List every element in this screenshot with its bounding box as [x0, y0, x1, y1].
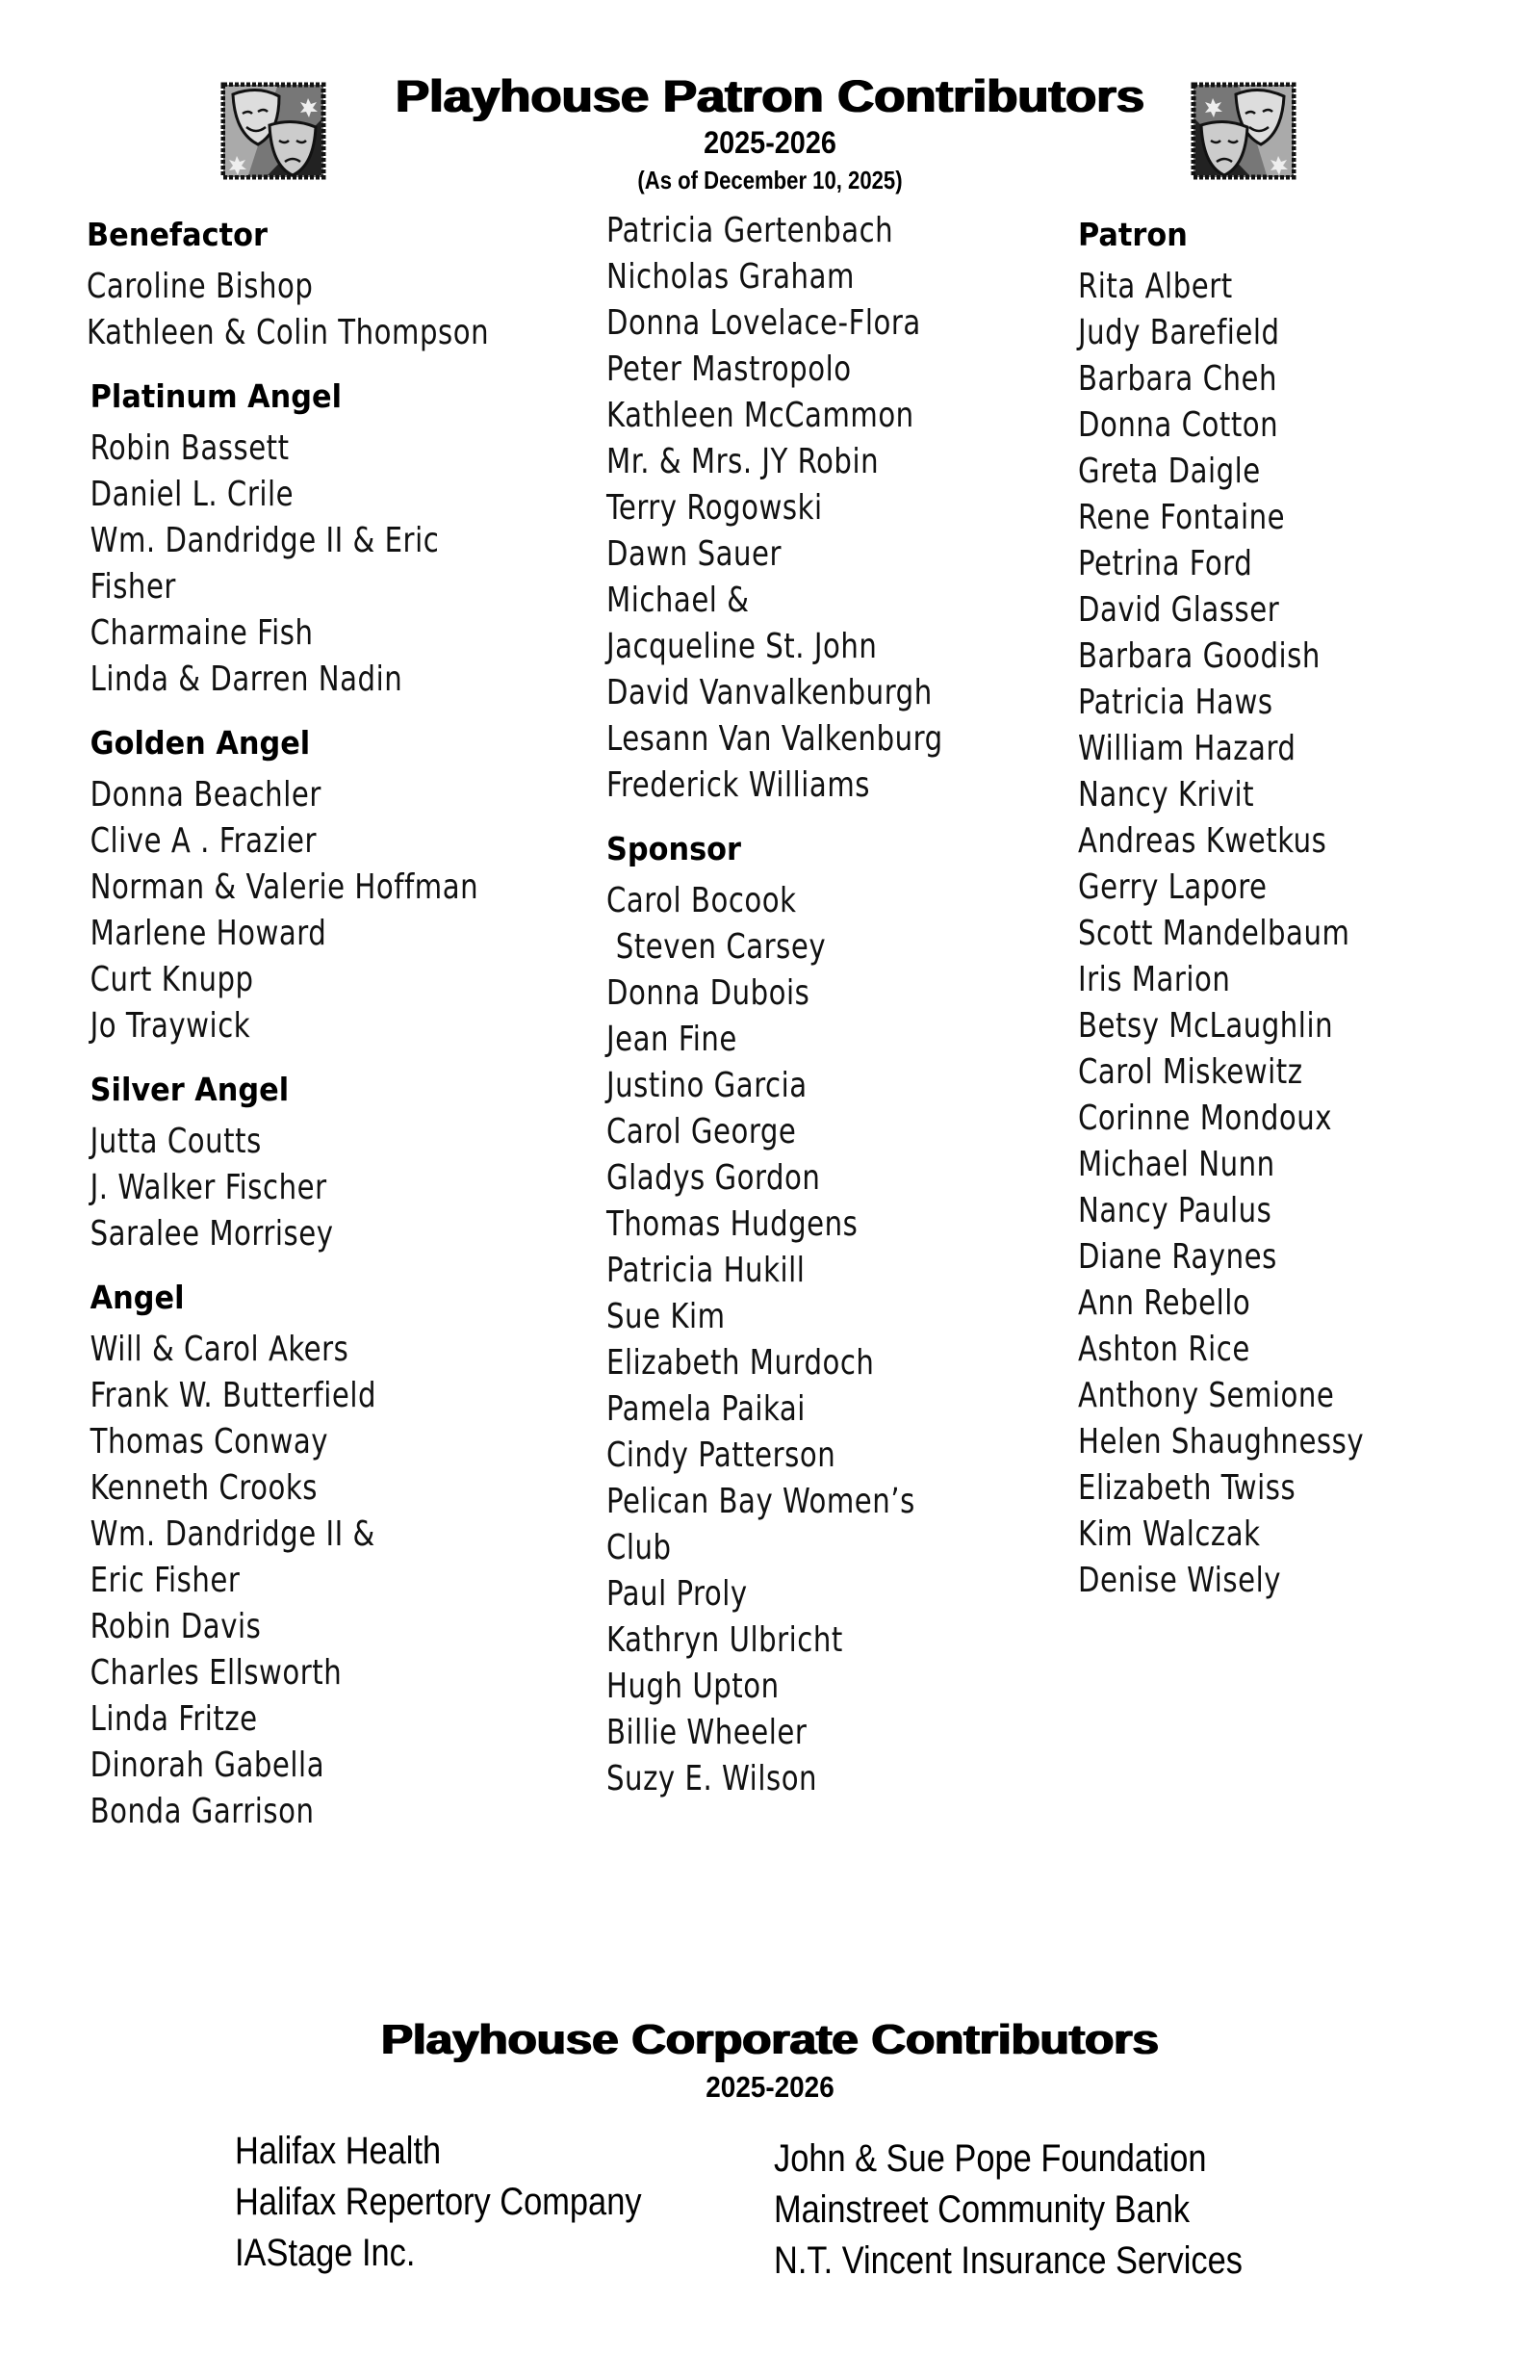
contributor-name: Betsy McLaughlin [1078, 1006, 1334, 1046]
contributor-name: Norman & Valerie Hoffman [90, 867, 479, 907]
corporate-column-left [235, 2126, 707, 2279]
contributor-name: Ann Rebello [1078, 1283, 1251, 1323]
contributor-name: Carol Bocook [606, 881, 797, 920]
contributor-name: Rita Albert [1078, 267, 1233, 306]
contributor-name: Caroline Bishop [87, 267, 314, 306]
corporate-season: 2025-2026 [706, 2070, 834, 2104]
contributor-name: Will & Carol Akers [90, 1330, 349, 1369]
contributor-name: Jacqueline St. John [606, 627, 878, 666]
contributor-name: Saralee Morrisey [90, 1214, 334, 1254]
contributor-name: Justino Garcia [606, 1066, 808, 1105]
tier-section [606, 828, 1049, 1802]
contributor-name: Patricia Gertenbach [606, 211, 894, 250]
contributor-name: William Hazard [1078, 729, 1296, 768]
contributor-name: Jutta Coutts [90, 1122, 262, 1161]
contributor-name: Petrina Ford [1078, 544, 1253, 583]
patron-season: 2025-2026 [704, 125, 836, 160]
contributor-name: Donna Dubois [606, 973, 810, 1013]
contributor-name: Jo Traywick [90, 1006, 251, 1046]
contributor-name: Billie Wheeler [606, 1713, 808, 1752]
contributor-name: Frank W. Butterfield [90, 1376, 377, 1415]
tier-heading: Platinum Angel [90, 377, 343, 415]
tier-heading: Golden Angel [90, 724, 311, 762]
tier-section [1078, 214, 1502, 1604]
contributor-name: Nicholas Graham [606, 257, 855, 297]
contributor-name: Greta Daigle [1078, 452, 1261, 491]
contributor-name: Patricia Haws [1078, 683, 1273, 722]
corporate-column-right [774, 2134, 1319, 2287]
corporate-contributor-name: IAStage Inc. [235, 2232, 416, 2274]
contributor-name: Robin Davis [90, 1607, 262, 1646]
corporate-contributor-name: John & Sue Pope Foundation [774, 2137, 1207, 2180]
contributor-name: Bonda Garrison [90, 1792, 315, 1831]
contributor-name: Helen Shaughnessy [1078, 1422, 1365, 1462]
contributor-name: Linda & Darren Nadin [90, 660, 403, 699]
patron-column-middle [606, 211, 1049, 1802]
corporate-contributor-name: N.T. Vincent Insurance Services [774, 2239, 1243, 2282]
tier-section [87, 375, 587, 703]
contributor-name: Curt Knupp [90, 960, 254, 999]
contributor-name: Cindy Patterson [606, 1436, 836, 1475]
contributor-name: Andreas Kwetkus [1078, 821, 1327, 861]
contributor-name: Kenneth Crooks [90, 1468, 319, 1508]
contributor-name: David Glasser [1078, 590, 1280, 630]
contributor-name: Corinne Mondoux [1078, 1099, 1333, 1138]
contributor-name: Kathryn Ulbricht [606, 1620, 843, 1660]
patron-contributors-title: Playhouse Patron Contributors [395, 70, 1144, 121]
contributor-name: Wm. Dandridge II & [90, 1514, 375, 1554]
contributor-name: Donna Lovelace-Flora [606, 303, 921, 343]
contributor-name: Nancy Paulus [1078, 1191, 1272, 1230]
contributor-name: Judy Barefield [1078, 313, 1280, 352]
contributor-name: Daniel L. Crile [90, 475, 295, 514]
contributor-name: Charles Ellsworth [90, 1653, 343, 1693]
contributor-name: Gladys Gordon [606, 1158, 821, 1198]
contributor-name: Thomas Conway [90, 1422, 329, 1462]
contributor-name: Barbara Cheh [1078, 359, 1278, 399]
contributor-name: Michael Nunn [1078, 1145, 1275, 1184]
contributor-name: Sue Kim [606, 1297, 726, 1336]
contributor-name: Pamela Paikai [606, 1389, 806, 1429]
contributor-name: Terry Rogowski [606, 488, 823, 528]
tier-heading: Sponsor [606, 830, 741, 867]
contributor-name: Rene Fontaine [1078, 498, 1286, 537]
contributor-name: Diane Raynes [1078, 1237, 1277, 1277]
contributor-name: Donna Cotton [1078, 405, 1279, 445]
contributor-name: Eric Fisher [90, 1561, 241, 1600]
tier-section [87, 1277, 587, 1835]
contributor-name: Jean Fine [606, 1020, 737, 1059]
contributor-name: Carol George [606, 1112, 797, 1151]
contributor-name: Clive A . Frazier [90, 821, 318, 861]
contributor-name: Thomas Hudgens [606, 1204, 859, 1244]
contributor-name: Mr. & Mrs. JY Robin [606, 442, 880, 481]
patron-column-left [87, 214, 587, 1835]
contributor-name: Elizabeth Murdoch [606, 1343, 875, 1383]
tier-section [606, 208, 1049, 809]
contributor-name: Wm. Dandridge II & Eric [90, 521, 440, 560]
corporate-contributor-name: Mainstreet Community Bank [774, 2188, 1191, 2231]
tier-section [87, 214, 587, 356]
contributor-name: Paul Proly [606, 1574, 748, 1614]
contributor-name: Kathleen & Colin Thompson [87, 313, 490, 352]
contributor-name: Kathleen McCammon [606, 396, 914, 435]
tier-section [87, 1069, 587, 1257]
contributor-name: Nancy Krivit [1078, 775, 1255, 815]
tier-heading: Patron [1078, 216, 1188, 253]
contributor-name: Marlene Howard [90, 914, 327, 953]
corporate-contributors-title: Playhouse Corporate Contributors [381, 2016, 1159, 2063]
contributor-name: Fisher [90, 567, 176, 607]
tier-heading: Silver Angel [90, 1071, 290, 1108]
contributor-name: Ashton Rice [1078, 1330, 1250, 1369]
contributor-name: Elizabeth Twiss [1078, 1468, 1296, 1508]
patron-column-right [1078, 214, 1502, 1604]
contributor-name: Robin Bassett [90, 428, 290, 468]
contributor-name: Steven Carsey [606, 927, 827, 967]
contributor-name: Patricia Hukill [606, 1251, 806, 1290]
contributor-name: Anthony Semione [1078, 1376, 1335, 1415]
contributor-name: Kim Walczak [1078, 1514, 1261, 1554]
contributor-name: Linda Fritze [90, 1699, 258, 1739]
contributor-name: Barbara Goodish [1078, 636, 1321, 676]
corporate-contributor-name: Halifax Health [235, 2130, 442, 2172]
contributor-name: David Vanvalkenburgh [606, 673, 933, 712]
tier-heading: Benefactor [87, 216, 268, 253]
contributor-name: Gerry Lapore [1078, 867, 1268, 907]
contributor-name: Donna Beachler [90, 775, 321, 815]
contributor-name: Hugh Upton [606, 1667, 780, 1706]
as-of-date: (As of December 10, 2025) [637, 166, 903, 194]
corporate-contributor-name: Halifax Repertory Company [235, 2181, 642, 2223]
contributor-name: J. Walker Fischer [90, 1168, 327, 1207]
contributor-name: Club [606, 1528, 672, 1567]
contributor-name: Scott Mandelbaum [1078, 914, 1350, 953]
contributor-name: Dinorah Gabella [90, 1746, 325, 1785]
contributor-name: Lesann Van Valkenburg [606, 719, 943, 759]
contributor-name: Michael & [606, 581, 750, 620]
tier-section [87, 722, 587, 1049]
contributor-name: Pelican Bay Women’s [606, 1482, 915, 1521]
contributor-name: Dawn Sauer [606, 534, 783, 574]
contributor-name: Suzy E. Wilson [606, 1759, 818, 1798]
tier-heading: Angel [90, 1279, 185, 1316]
contributor-name: Denise Wisely [1078, 1561, 1282, 1600]
contributor-name: Carol Miskewitz [1078, 1052, 1303, 1092]
contributor-name: Charmaine Fish [90, 613, 314, 653]
contributor-name: Iris Marion [1078, 960, 1231, 999]
contributor-name: Peter Mastropolo [606, 349, 852, 389]
contributor-name: Frederick Williams [606, 765, 870, 805]
